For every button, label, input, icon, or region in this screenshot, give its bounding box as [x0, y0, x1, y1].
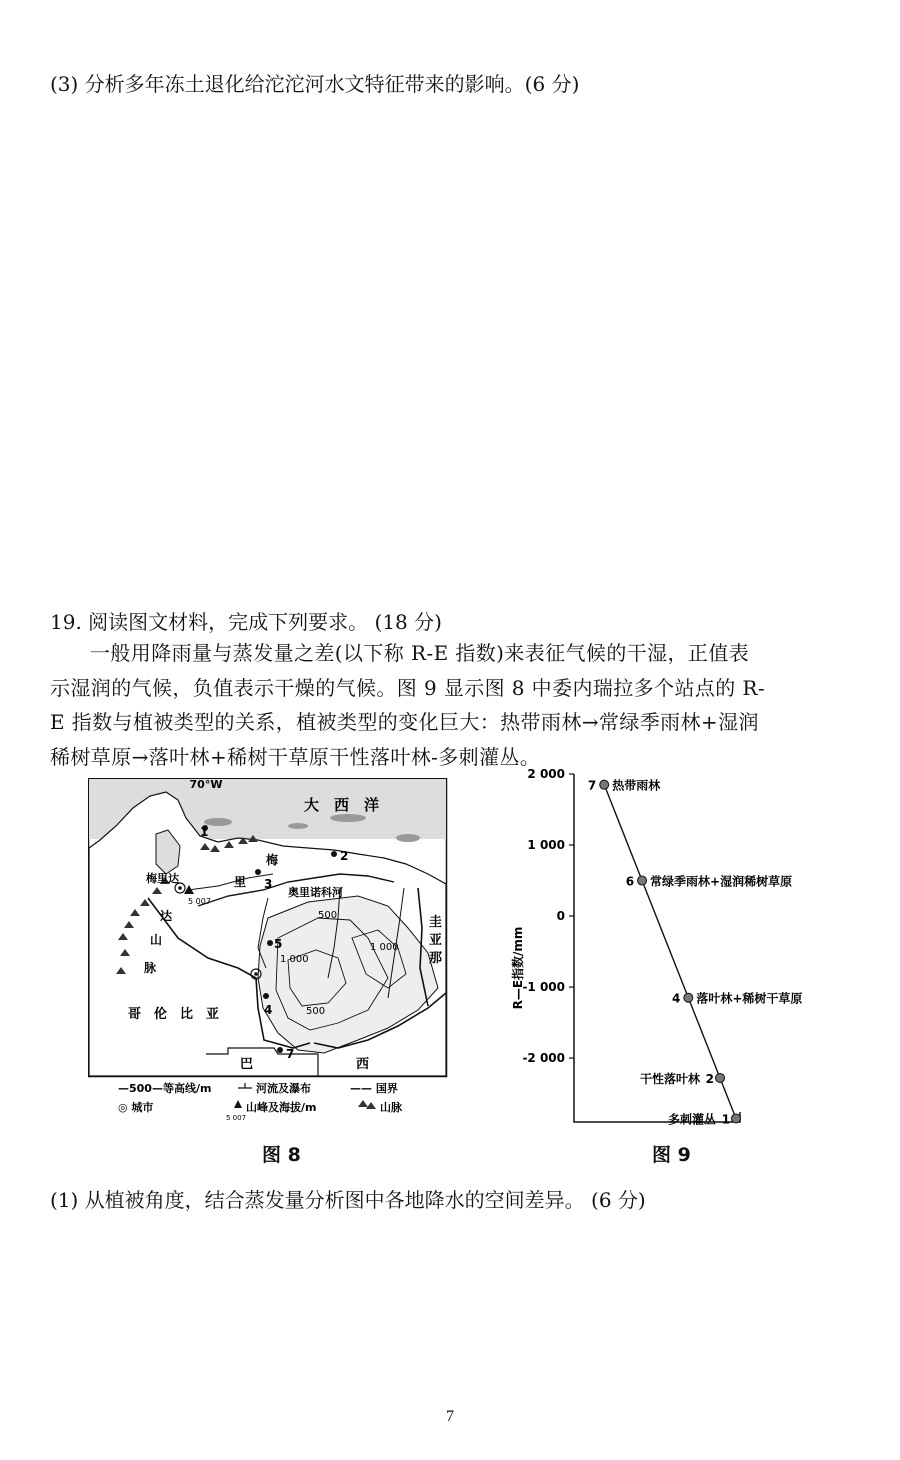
chart-axes [510, 767, 740, 1122]
river-label: 奥里诺科河 [288, 886, 343, 899]
data-point-6 [638, 876, 647, 885]
legend-border: —— 国界 [350, 1082, 398, 1095]
island [396, 834, 420, 842]
mtn-char-1: 梅 [266, 853, 279, 867]
station-label-1: 1 [200, 825, 209, 839]
data-point-4 [684, 993, 693, 1002]
sea-label: 大 西 洋 [304, 796, 380, 814]
peak-value: 5 007 [188, 897, 211, 906]
contour-label-1000: 1 000 [280, 954, 309, 965]
mtn-char-3: 达 [160, 909, 173, 923]
guyana-char-3: 那 [429, 951, 443, 966]
station-dot-4 [263, 993, 269, 999]
chart-line [604, 785, 736, 1119]
brazil-label-2: 西 [356, 1057, 370, 1072]
question-3: (3) 分析多年冻土退化给沱沱河水文特征带来的影响。(6 分) [50, 72, 580, 96]
vegetation-label-1: 多刺灌丛 [667, 1112, 716, 1127]
station-label-5: 5 [274, 937, 283, 951]
question-19-sub-1: (1) 从植被角度，结合蒸发量分析图中各地降水的空间差异。 (6 分) [50, 1188, 646, 1212]
chart-points [588, 778, 803, 1127]
legend-peak-symbol [234, 1100, 242, 1108]
guyana-char-2: 亚 [429, 933, 443, 948]
y-tick-label: 0 [556, 909, 565, 924]
mtn-char-5: 脉 [144, 961, 157, 975]
legend-river-symbol [238, 1083, 252, 1088]
figure-9-chart [508, 762, 860, 1132]
vegetation-label-2: 干性落叶林 [640, 1071, 701, 1086]
station-label-2: 2 [340, 849, 349, 863]
station-dot-2 [331, 851, 337, 857]
figure-8-caption: 图 8 [262, 1144, 301, 1166]
legend-peak-value: 5 007 [226, 1114, 247, 1122]
figure-8-map [88, 778, 448, 1123]
y-tick-label: -2 000 [522, 1051, 565, 1066]
vegetation-label-7: 热带雨林 [612, 778, 661, 793]
legend-river: 河流及瀑布 [256, 1082, 311, 1095]
mtn-char-2: 里 [234, 875, 247, 889]
place-maracaibo: 梅里达 [146, 872, 179, 885]
mtn-char-4: 山 [150, 933, 163, 947]
lon-label: 70°W [189, 778, 223, 791]
page-number: 7 [446, 1408, 454, 1425]
material-line-2: 示湿润的气候，负值表示干燥的气候。图 9 显示图 8 中委内瑞拉多个站点的 R- [50, 675, 766, 700]
y-axis-label: R—E指数/mm [511, 926, 525, 1010]
station-label-7: 7 [587, 778, 597, 793]
station-label-4: 4 [264, 1003, 273, 1017]
question-19-material [50, 636, 856, 774]
axis-frame [574, 774, 740, 1122]
figure-9-caption: 图 9 [652, 1144, 691, 1166]
data-point-7 [600, 780, 609, 789]
legend-peak: 山峰及海拔/m [246, 1101, 317, 1114]
contour-label-500-south: 500 [306, 1006, 326, 1017]
chart-svg [508, 762, 860, 1132]
legend-mountain: 山脉 [380, 1101, 402, 1114]
station-label-1: 1 [721, 1112, 730, 1127]
legend-city: ◎ 城市 [118, 1101, 154, 1114]
y-tick-label: 1 000 [527, 838, 565, 853]
station-label-2: 2 [705, 1071, 715, 1086]
legend-contour: —500—等高线/m [118, 1082, 212, 1095]
station-dot-7 [277, 1047, 283, 1053]
legend-mountain-symbol [358, 1100, 376, 1109]
island [288, 823, 308, 829]
trend-line [604, 785, 736, 1119]
map-svg [88, 778, 448, 1123]
station-dot-3 [255, 869, 261, 875]
brazil-label-1: 巴 [240, 1057, 254, 1072]
station-label-3: 3 [264, 877, 273, 891]
contour-label-1000-east: 1 000 [370, 942, 399, 953]
station-label-4: 4 [671, 991, 681, 1006]
data-point-1 [732, 1114, 741, 1123]
station-label-6: 6 [625, 874, 635, 889]
y-tick-label: -1 000 [522, 980, 565, 995]
station-dot-5 [267, 940, 273, 946]
question-19-title: 19. 阅读图文材料，完成下列要求。 (18 分) [50, 610, 442, 634]
material-line-1: 一般用降雨量与蒸发量之差(以下称 R-E 指数)来表征气候的干湿，正值表 [90, 641, 750, 665]
y-tick-label: 2 000 [527, 767, 565, 781]
vegetation-label-6: 常绿季雨林+湿润稀树草原 [650, 874, 793, 889]
vegetation-label-4: 落叶林+稀树干草原 [696, 991, 803, 1006]
material-line-4: 稀树草原→落叶林+稀树干草原干性落叶林-多刺灌丛。 [50, 744, 541, 769]
station-label-7: 7 [286, 1047, 295, 1061]
guyana-char-1: 圭 [429, 915, 443, 930]
island [330, 814, 366, 822]
data-point-2 [716, 1073, 725, 1082]
colombia-label: 哥 伦 比 亚 [128, 1007, 220, 1022]
material-line-3: E 指数与植被类型的关系，植被类型的变化巨大：热带雨林→常绿季雨林+湿润 [50, 710, 759, 734]
contour-label-500: 500 [318, 910, 338, 921]
